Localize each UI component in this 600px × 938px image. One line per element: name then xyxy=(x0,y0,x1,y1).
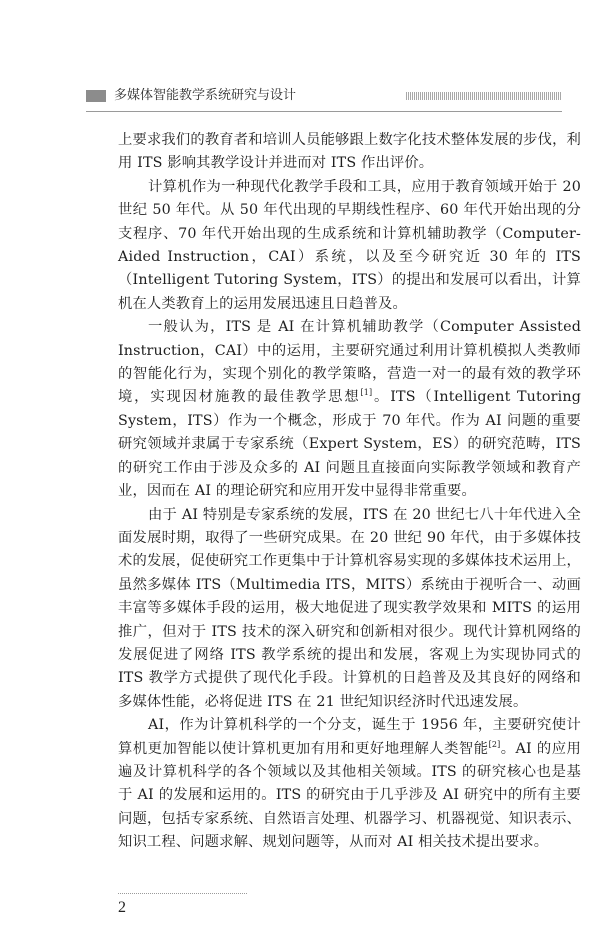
paragraph-computer-history: 计算机作为一种现代化教学手段和工具，应用于教育领域开始于 20 世纪 50 年代。从 50 年代出现的早期线性程序、60 年代开始出现的分支程序、70 年代开始出现的生成系统和计算机辅助教学（Computer-Aided Instruction，CAI）系统，以及至今研究近 30 年的 ITS（Intelligent Tutoring System，ITS）的提出和发展可以看出，计算机在人类教育上的运用发展迅速且日趋普及。 xyxy=(118,178,581,312)
paragraph-its-definition-part-b: 。ITS（Intelligent Tutoring System，ITS）作为一个概念，形成于 70 年代。作为 AI 问题的重要研究领域并隶属于专家系统（Expert System，ES）的研究范畴，ITS 的研究工作由于涉及众多的 AI 问题且直接面向实际教学领域和教育产业，因而在 AI 的理论研究和应用开发中显得非常重要。 xyxy=(118,389,582,500)
paragraph-its-definition xyxy=(118,316,581,503)
citation-1: [1] xyxy=(360,388,373,398)
paragraph-ai-branch xyxy=(118,714,581,854)
header-rule xyxy=(86,111,562,112)
header-marker-block xyxy=(86,90,106,102)
paragraph-its-development: 由于 AI 特别是专家系统的发展，ITS 在 20 世纪七八十年代进入全面发展时期，取得了一些研究成果。在 20 世纪 90 年代，由于多媒体技术的发展，促使研究工作更集中于计算机容易实现的多媒体技术运用上，虽然多媒体 ITS（Multimedia ITS，MITS）系统由于视听合一、动画丰富等多媒体手段的运用，极大地促进了现实教学效果和 MITS 的运用推广，但对于 ITS 技术的深入研究和创新相对很少。现代计算机网络的发展促进了网络 ITS 教学系统的提出和发展，客观上为实现协同式的 ITS 教学方式提供了现代化手段。计算机的日趋普及及其良好的网络和多媒体性能，必将促进 ITS 在 21 世纪知识经济时代迅速发展。 xyxy=(118,506,581,710)
page-number: 2 xyxy=(118,899,126,916)
paragraph-continuation: 上要求我们的教育者和培训人员能够跟上数字化技术整体发展的步伐，利用 ITS 影响其教学设计并进而对 ITS 作出评价。 xyxy=(118,132,581,172)
citation-2: [2] xyxy=(488,739,501,749)
paragraph-its-definition-part-a: 一般认为，ITS 是 AI 在计算机辅助教学（Computer Assisted Instruction，CAI）中的运用，主要研究通过利用计算机模拟人类教师的智能化行为，实现个别化的教学策略，营造一对一的最有效的教学环境，实现因材施教的最佳教学思想 xyxy=(118,319,581,406)
footer-rule xyxy=(118,893,248,894)
paragraph-ai-branch-part-b: 。AI 的应用遍及计算机科学的各个领域以及其他相关领域。ITS 的研究核心也是基于 AI 的发展和运用的。ITS 的研究由于几乎涉及 AI 研究中的所有主要问题，包括专家系统、自然语言处理、机器学习、机器视觉、知识表示、知识工程、问题求解、规划问题等，从而对 AI 相关技术提出要求。 xyxy=(118,740,581,851)
header-title: 多媒体智能教学系统研究与设计 xyxy=(114,88,297,103)
paragraph-ai-branch-part-a: AI，作为计算机科学的一个分支，诞生于 1956 年，主要研究使计算机更加智能以使计算机更加有用和更好地理解人类智能 xyxy=(118,717,581,757)
running-header xyxy=(86,86,562,106)
header-decorative-bar xyxy=(406,92,562,100)
body-text xyxy=(118,129,581,855)
